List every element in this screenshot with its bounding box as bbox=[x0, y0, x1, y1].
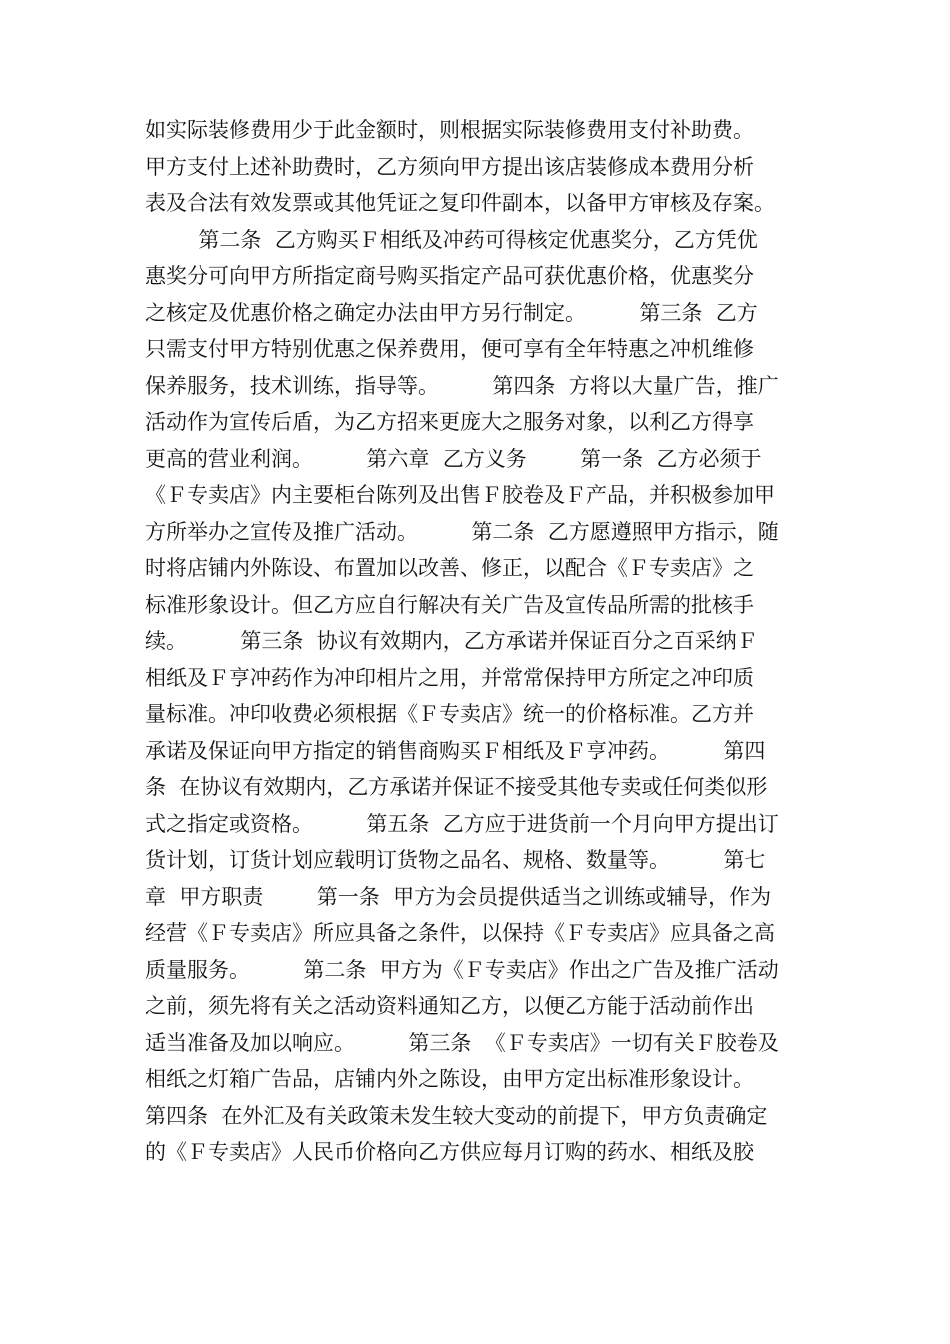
text-line: 之核定及优惠价格之确定办法由甲方另行制定。 第三条 乙方 bbox=[145, 300, 758, 325]
text-line: 只需支付甲方特别优惠之保养费用，便可享有全年特惠之冲机维修 bbox=[145, 337, 754, 361]
text-line: 第四条 在外汇及有关政策未发生较大变动的前提下，甲方负责确定 bbox=[145, 1103, 768, 1128]
text-line: 经营《Ｆ专卖店》所应具备之条件，以保持《Ｆ专卖店》应具备之高 bbox=[145, 921, 775, 945]
text-line: 货计划，订货计划应载明订货物之品名、规格、数量等。 第七 bbox=[145, 848, 766, 872]
text-line: 相纸之灯箱广告品，店铺内外之陈设，由甲方定出标准形象设计。 bbox=[145, 1067, 754, 1091]
text-line: 适当准备及加以响应。 第三条 《Ｆ专卖店》一切有关Ｆ胶卷及 bbox=[145, 1030, 779, 1055]
text-line: 第二条 乙方购买Ｆ相纸及冲药可得核定优惠奖分，乙方凭优 bbox=[145, 227, 758, 252]
text-line: 《Ｆ专卖店》内主要柜台陈列及出售Ｆ胶卷及Ｆ产品，并积极参加甲 bbox=[145, 483, 775, 507]
text-line: 方所举办之宣传及推广活动。 第二条 乙方愿遵照甲方指示，随 bbox=[145, 519, 779, 544]
text-line: 如实际装修费用少于此金额时，则根据实际装修费用支付补助费。 bbox=[145, 118, 754, 142]
text-line: 标准形象设计。但乙方应自行解决有关广告及宣传品所需的批核手 bbox=[145, 592, 754, 617]
text-line: 活动作为宣传后盾，为乙方招来更庞大之服务对象，以利乙方得享 bbox=[145, 410, 754, 434]
text-line: 承诺及保证向甲方指定的销售商购买Ｆ相纸及Ｆ亨冲药。 第四 bbox=[145, 738, 766, 763]
text-line: 续。 第三条 协议有效期内，乙方承诺并保证百分之百采纳Ｆ bbox=[145, 629, 758, 653]
text-line: 章 甲方职责 第一条 甲方为会员提供适当之训练或辅导，作为 bbox=[145, 884, 772, 909]
text-line: 更高的营业利润。 第六章 乙方义务 第一条 乙方必须于 bbox=[145, 446, 762, 471]
text-line: 保养服务，技术训练，指导等。 第四条 方将以大量广告，推广 bbox=[145, 373, 779, 398]
text-line: 式之指定或资格。 第五条 乙方应于进货前一个月向甲方提出订 bbox=[145, 811, 779, 836]
text-line: 量标准。冲印收费必须根据《Ｆ专卖店》统一的价格标准。乙方并 bbox=[145, 702, 754, 726]
text-line: 的《Ｆ专卖店》人民币价格向乙方供应每月订购的药水、相纸及胶 bbox=[145, 1140, 754, 1164]
document-body bbox=[145, 112, 810, 1171]
text-line: 时将店铺内外陈设、布置加以改善、修正，以配合《Ｆ专卖店》之 bbox=[145, 556, 754, 580]
text-line: 表及合法有效发票或其他凭证之复印件副本，以备甲方审核及存案。 bbox=[145, 191, 775, 215]
text-line: 质量服务。 第二条 甲方为《Ｆ专卖店》作出之广告及推广活动 bbox=[145, 957, 779, 982]
text-line: 相纸及Ｆ亨冲药作为冲印相片之用，并常常保持甲方所定之冲印质 bbox=[145, 665, 754, 690]
text-line: 惠奖分可向甲方所指定商号购买指定产品可获优惠价格，优惠奖分 bbox=[145, 264, 754, 288]
text-line: 甲方支付上述补助费时，乙方须向甲方提出该店装修成本费用分析 bbox=[145, 154, 754, 179]
text-line: 条 在协议有效期内，乙方承诺并保证不接受其他专卖或任何类似形 bbox=[145, 775, 768, 799]
text-line: 之前，须先将有关之活动资料通知乙方，以便乙方能于活动前作出 bbox=[145, 994, 754, 1018]
